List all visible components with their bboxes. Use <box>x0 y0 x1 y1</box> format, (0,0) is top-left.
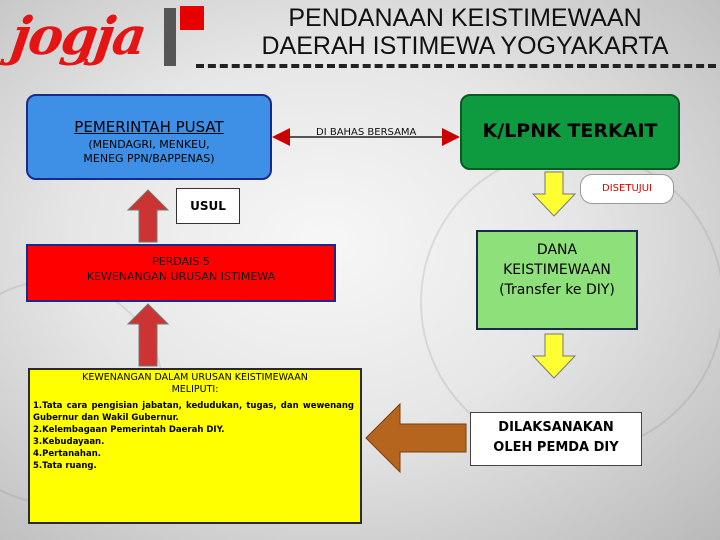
left-arrow-dilaksanakan <box>366 404 466 472</box>
node-usul <box>176 188 240 224</box>
disetujui-label: DISETUJUI <box>602 183 652 194</box>
dana-line-1: DANA <box>536 242 578 258</box>
dana-text <box>478 240 636 300</box>
dilaksanakan-line-2: OLEH PEMDA DIY <box>493 440 619 455</box>
dana-line-2: KEISTIMEWAAN <box>503 262 611 278</box>
pusat-subtitle-line-2: MENEG PPN/BAPPENAS) <box>83 152 215 165</box>
kewenangan-heading-line-1: KEWENANGAN DALAM URUSAN KEISTIMEWAAN <box>82 372 308 383</box>
node-dilaksanakan <box>470 412 642 466</box>
title-line-1: PENDANAAN KEISTIMEWAAN <box>288 4 642 32</box>
kewenangan-list <box>33 400 354 472</box>
kewenangan-heading <box>34 372 356 396</box>
node-dana-keistimewaan <box>476 230 638 330</box>
logo-text: jogja <box>7 6 149 67</box>
perdais-line-2: KEWENANGAN URUSAN ISTIMEWA <box>86 270 276 283</box>
list-item: 1.Tata cara pengisian jabatan, kedudukan, tugas, dan wewenang Gubernur dan Wakil Gubernur. <box>33 401 354 423</box>
pusat-subtitle <box>28 138 270 166</box>
list-item: 5.Tata ruang. <box>33 461 97 471</box>
down-arrow-disetujui <box>533 172 575 216</box>
down-arrow-dana <box>533 334 575 378</box>
title-line-2: DAERAH ISTIMEWA YOGYAKARTA <box>261 32 669 60</box>
up-arrow-perdais <box>128 304 168 366</box>
pusat-title: PEMERINTAH PUSAT <box>74 118 224 136</box>
perdais-text <box>28 254 334 284</box>
usul-label: USUL <box>190 199 226 213</box>
node-kewenangan <box>28 368 362 524</box>
up-arrow-usul <box>128 190 168 242</box>
node-klpnk <box>460 94 680 170</box>
dilaksanakan-text <box>471 418 641 458</box>
edge-label-bahas: DI BAHAS BERSAMA <box>316 127 417 138</box>
pusat-subtitle-line-1: (MENDAGRI, MENKEU, <box>88 138 210 151</box>
dilaksanakan-line-1: DILAKSANAKAN <box>498 420 614 435</box>
node-pemerintah-pusat <box>26 94 272 180</box>
kewenangan-heading-line-2: MELIPUTI: <box>171 384 219 395</box>
perdais-line-1: PERDAIS 5 <box>152 255 210 268</box>
list-item: 4.Pertanahan. <box>33 449 101 459</box>
list-item: 3.Kebudayaan. <box>33 437 105 447</box>
node-disetujui <box>580 174 674 204</box>
list-item: 2.Kelembagaan Pemerintah Daerah DIY. <box>33 425 225 435</box>
node-perdais <box>26 244 336 302</box>
dana-line-3: (Transfer ke DIY) <box>499 282 615 298</box>
klpnk-title: K/LPNK TERKAIT <box>482 120 658 142</box>
